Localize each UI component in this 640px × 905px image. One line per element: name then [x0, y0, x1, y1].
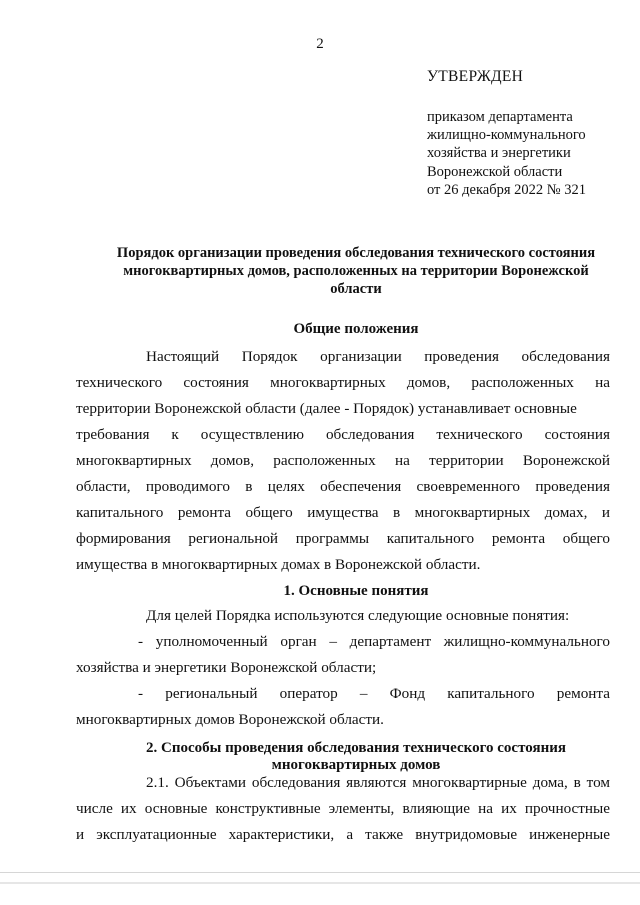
paragraph-line: 2.1. Объектами обследования являются многоквартирные дома, в том [146, 774, 610, 791]
definition-line: многоквартирных домов Воронежской области. [76, 711, 384, 728]
general-paragraph [76, 344, 610, 578]
paragraph-line: числе их основные конструктивные элементы, влияющие на их прочностные [76, 800, 610, 817]
title-line: области [330, 281, 382, 297]
paragraph-line: области, проводимого в целях обеспечения своевременного проведения [76, 478, 610, 495]
section2-heading [76, 740, 636, 774]
title-line: Порядок организации проведения обследования технического состояния [116, 245, 596, 261]
order-line: от 26 декабря 2022 № 321 [427, 181, 586, 198]
paragraph-line: формирования региональной программы капитального ремонта общего [76, 530, 610, 547]
definition-line: - уполномоченный орган – департамент жилищно-коммунального [138, 633, 610, 650]
scan-edge-line [0, 872, 640, 873]
paragraph-line: многоквартирных домов, расположенных на территории Воронежской [76, 452, 610, 469]
approved-stamp: УТВЕРЖДЕН [427, 68, 524, 85]
page-number: 2 [316, 36, 324, 52]
section2-body [76, 770, 610, 848]
section1-body [76, 603, 610, 733]
paragraph-line: и эксплуатационные характеристики, а также внутридомовые инженерные [76, 826, 610, 843]
order-line: приказом департамента [427, 109, 573, 125]
heading-line: 2. Способы проведения обследования технического состояния [146, 740, 566, 756]
heading-line: многоквартирных домов [271, 757, 441, 773]
order-line: Воронежской области [427, 163, 563, 180]
paragraph-line: капитального ремонта общего имущества в многоквартирных домах, и [76, 504, 610, 521]
order-line: хозяйства и энергетики [427, 145, 571, 162]
general-heading: Общие положения [293, 321, 419, 337]
paragraph-line: технического состояния многоквартирных домов, расположенных на [76, 374, 610, 391]
order-reference [427, 108, 586, 199]
scan-edge-shadow [0, 882, 640, 884]
paragraph-line: Для целей Порядка используются следующие основные понятия: [146, 607, 570, 624]
document-title [96, 244, 616, 298]
section1-heading: 1. Основные понятия [283, 583, 429, 599]
order-line: жилищно-коммунального [427, 127, 586, 144]
paragraph-line: имущества в многоквартирных домах в Воронежской области. [76, 556, 481, 573]
paragraph-line: территории Воронежской области (далее - Порядок) устанавливает основные [76, 400, 577, 417]
paragraph-line: требования к осуществлению обследования технического состояния [76, 426, 610, 443]
definition-line: хозяйства и энергетики Воронежской области; [76, 659, 377, 676]
title-line: многоквартирных домов, расположенных на территории Воронежской [123, 263, 589, 279]
definition-line: - региональный оператор – Фонд капитального ремонта [138, 685, 610, 702]
paragraph-line: Настоящий Порядок организации проведения обследования [146, 348, 610, 365]
